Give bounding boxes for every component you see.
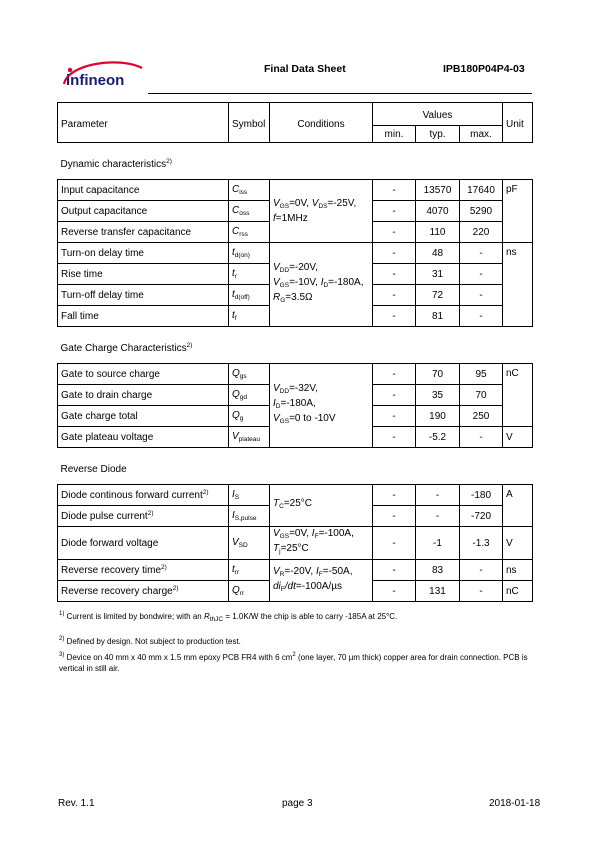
table-cell: - [373,406,416,427]
col-values: Values [373,103,503,126]
table-cell: - [373,243,416,264]
table-cell: - [416,485,460,506]
table-cell: Diode continous forward current$^{2)}$ [58,485,229,506]
section-row-reverse-diode [58,448,533,485]
table-cell: V [503,427,533,448]
col-typ: typ. [416,126,460,143]
table-cell: nC [503,364,533,427]
table-cell: $I_{S,pulse}$ [229,506,270,527]
table-cell: Fall time [58,306,229,327]
col-max: max. [460,126,503,143]
table-cell: A [503,485,533,527]
footer-date: 2018-01-18 [489,798,541,809]
table-cell: Turn-off delay time [58,285,229,306]
table-cell: Gate plateau voltage [58,427,229,448]
table-cell: $C_{iss}$ [229,180,270,201]
table-cell: - [373,364,416,385]
table-cell: - [373,222,416,243]
table-cell: 110 [416,222,460,243]
table-cell: $t_{d(off)}$ [229,285,270,306]
table-cell: - [460,560,503,581]
table-cell: $t_{d(on)}$ [229,243,270,264]
section-title-reverse-diode: Reverse Diode [58,448,533,485]
col-unit: Unit [503,103,533,143]
table-cell: $t_r$ [229,264,270,285]
table-cell: - [373,560,416,581]
table-cell: - [460,306,503,327]
table-cell: 48 [416,243,460,264]
section-row-gate-charge [58,327,533,364]
conditions-capacitance: $V_{GS}=0V$, $V_{DS}=-25V$, f=1MHz [270,180,373,243]
table-cell: - [373,264,416,285]
table-row [58,527,533,560]
table-cell: - [373,201,416,222]
table-row [58,180,533,201]
table-cell: - [373,527,416,560]
table-cell: - [460,581,503,602]
table-cell: - [460,264,503,285]
table-cell: 35 [416,385,460,406]
table-cell: 70 [416,364,460,385]
footer-revision: Rev. 1.1 [58,798,95,809]
footer-page: page 3 [282,798,313,809]
table-cell: - [373,306,416,327]
table-cell: 131 [416,581,460,602]
table-cell: nC [503,581,533,602]
infineon-logo-mark [58,58,146,94]
table-cell: Rise time [58,264,229,285]
table-cell: $Q_{gs}$ [229,364,270,385]
table-header-row [58,103,533,126]
table-cell: 190 [416,406,460,427]
table-cell: - [373,581,416,602]
table-cell: - [373,485,416,506]
document-title: Final Data Sheet [264,63,346,75]
table-cell: 31 [416,264,460,285]
conditions-reverse-recovery: $V_R=-20V$, $I_F=-50A$, $di_F/dt=-100A/\mu s$ [270,560,373,602]
table-cell: 5290 [460,201,503,222]
table-cell: V [503,527,533,560]
col-symbol: Symbol [229,103,270,143]
table-cell: Reverse transfer capacitance [58,222,229,243]
table-cell: 220 [460,222,503,243]
table-cell: -5.2 [416,427,460,448]
footnote-2: $^{2)}$ Defined by design. Not subject to production test. [59,636,241,646]
section-title-dynamic: Dynamic characteristics$^{2)}$ [58,143,533,180]
table-cell: Output capacitance [58,201,229,222]
table-cell: -1 [416,527,460,560]
table-cell: Gate to source charge [58,364,229,385]
table-row [58,243,533,264]
table-cell: Diode pulse current$^{2)}$ [58,506,229,527]
table-cell: 4070 [416,201,460,222]
part-number: IPB180P04P4-03 [443,63,525,75]
section-title-gate-charge: Gate Charge Characteristics$^{2)}$ [58,327,533,364]
table-cell: $C_{rss}$ [229,222,270,243]
conditions-gate-charge: $V_{DD}=-32V$, $I_D=-180A$, $V_{GS}=0$ to -10V [270,364,373,448]
table-cell: Gate to drain charge [58,385,229,406]
table-cell: - [373,506,416,527]
section-row-dynamic [58,143,533,180]
table-cell: - [373,427,416,448]
col-conditions: Conditions [270,103,373,143]
table-cell: Input capacitance [58,180,229,201]
table-cell: $t_f$ [229,306,270,327]
table-cell: $t_{rr}$ [229,560,270,581]
table-cell: - [460,243,503,264]
table-cell: Diode forward voltage [58,527,229,560]
logo-text: infineon [66,72,125,89]
table-cell: 17640 [460,180,503,201]
table-cell: - [373,285,416,306]
col-parameter: Parameter [58,103,229,143]
table-cell: Turn-on delay time [58,243,229,264]
table-cell: 83 [416,560,460,581]
table-cell: - [460,285,503,306]
table-cell: - [416,506,460,527]
table-cell: ns [503,560,533,581]
table-cell: $V_{plateau}$ [229,427,270,448]
table-cell: $Q_g$ [229,406,270,427]
footnote-3: $^{3)}$ Device on 40 mm x 40 mm x 1.5 mm epoxy PCB FR4 with 6 $cm^2$ (one layer, 70 µm thick) copper area for drain connection. PCB is vertical in still air. [59,652,528,673]
table-row [58,485,533,506]
conditions-tc: $T_C=25^\circ C$ [270,485,373,527]
conditions-forward-voltage: $V_{GS}=0V$, $I_F=-100A$, $T_j=25^\circ C$ [270,527,373,560]
table-cell: Gate charge total [58,406,229,427]
table-cell: ns [503,243,533,327]
table-cell: 70 [460,385,503,406]
col-min: min. [373,126,416,143]
table-cell: - [373,180,416,201]
header-rule [148,93,532,94]
table-cell: - [373,385,416,406]
footnote-1: $^{1)}$ Current is limited by bondwire; with an $R_{thJC} = 1.0K/W$ the chip is able to carry -185A at 25°C. [59,611,398,623]
table-cell: - [460,427,503,448]
table-cell: $V_{SD}$ [229,527,270,560]
table-cell: Reverse recovery charge$^{2)}$ [58,581,229,602]
infineon-logo [58,58,146,94]
table-cell: $Q_{gd}$ [229,385,270,406]
table-cell: 13570 [416,180,460,201]
table-cell: 95 [460,364,503,385]
conditions-switching: $V_{DD}=-20V$, $V_{GS}=-10V$, $I_D=-180A$, $R_G=3.5\Omega$ [270,243,373,327]
table-cell: -180 [460,485,503,506]
table-cell: $Q_{rr}$ [229,581,270,602]
table-cell: $I_S$ [229,485,270,506]
table-cell: 72 [416,285,460,306]
table-cell: $C_{oss}$ [229,201,270,222]
table-cell: 250 [460,406,503,427]
spec-table [57,102,533,602]
table-row [58,560,533,581]
table-cell: -720 [460,506,503,527]
table-cell: pF [503,180,533,243]
table-cell: -1.3 [460,527,503,560]
table-cell: Reverse recovery time$^{2)}$ [58,560,229,581]
table-cell: 81 [416,306,460,327]
table-row [58,364,533,385]
